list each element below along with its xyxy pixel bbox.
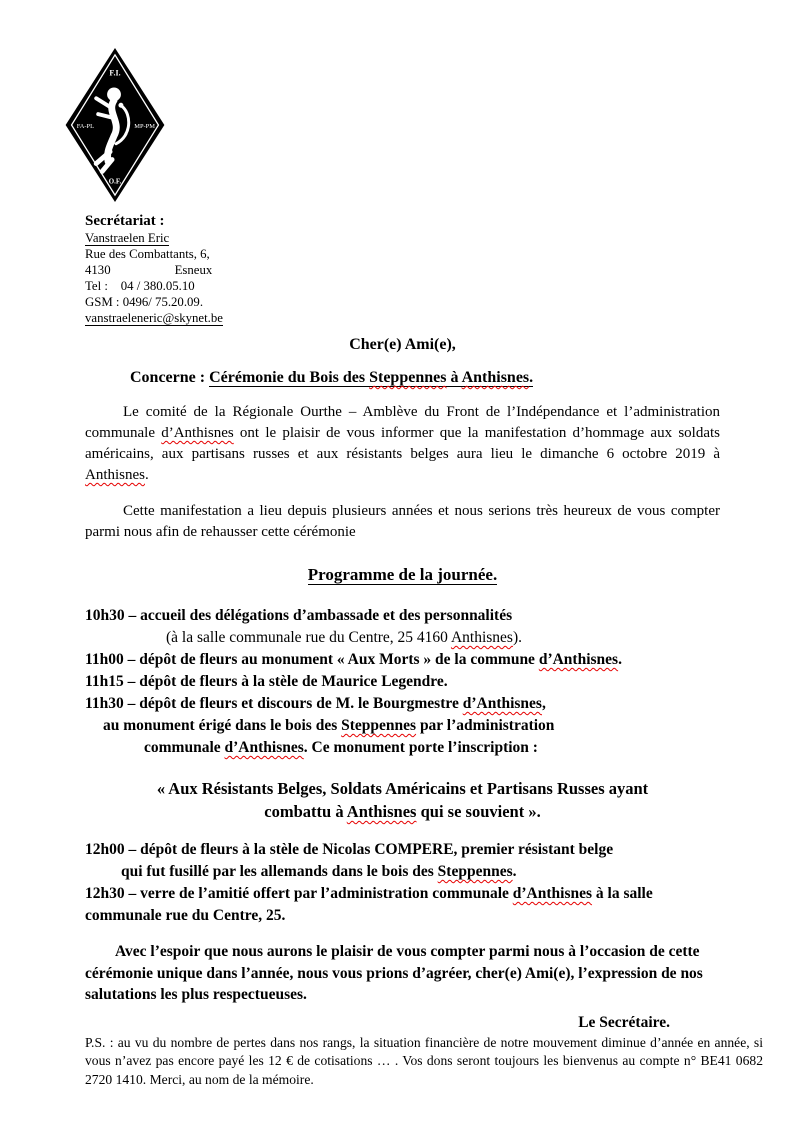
text-run: vanstraeleneric@skynet.be xyxy=(85,311,223,325)
text-run: Rue des Combattants, 6, xyxy=(85,247,210,261)
text-run: Steppennes xyxy=(369,369,447,386)
text-run: 4130 Esneux xyxy=(85,263,213,277)
secretariat-gsm xyxy=(85,294,720,310)
text-run: Anthisnes xyxy=(346,802,417,821)
program-line-1230 xyxy=(85,883,720,927)
subject-line xyxy=(85,369,720,387)
closing-paragraph xyxy=(85,941,720,1006)
monument-inscription-line2 xyxy=(85,800,720,823)
text-run: P.S. : au vu du nombre de pertes dans nos rangs, la situation financière de notre mouvement diminue d’année en année, si vous n’avez pas encore payé les 12 € de cotisations … . Vos dons seront toujours les bienvenus au compte n° BE41 0682 2720 1410. Merci, au nom de la mémoire. xyxy=(85,1034,763,1087)
text-run: Concerne : xyxy=(130,369,210,386)
text-run: 10h30 – accueil des délégations d’ambassade et des personnalités xyxy=(85,607,513,624)
text-run: combattu à xyxy=(264,802,347,821)
text-run: Avec l’espoir que nous aurons le plaisir de vous compter parmi nous à l’occasion de cette cérémonie unique dans l’année, nous vous prions d’agréer, cher(e) Ami(e), l’expression de nos salutations les plus respectueuses. xyxy=(85,943,703,1003)
text-run: « Aux Résistants Belges, Soldats Américains et Partisans Russes ayant xyxy=(156,779,649,798)
text-run: au monument érigé dans le bois des xyxy=(103,717,342,734)
text-run: 11h15 – dépôt de fleurs à la stèle de Maurice Legendre. xyxy=(85,673,448,690)
text-run: 12h00 – dépôt de fleurs à la stèle de Nicolas COMPERE, premier résistant belge xyxy=(85,841,614,858)
secretariat-street xyxy=(85,246,720,262)
text-run: ). xyxy=(512,629,522,646)
text-run: 12h30 – verre de l’amitié offert par l’administration communale xyxy=(85,885,513,902)
text-run: Cérémonie du Bois des xyxy=(209,369,370,386)
text-run: , xyxy=(541,695,546,712)
text-run: . xyxy=(512,863,517,880)
text-run: . xyxy=(529,369,534,386)
text-run: Anthisnes xyxy=(450,629,513,646)
signature xyxy=(85,1014,720,1032)
fi-logo xyxy=(0,0,803,209)
secretariat-name xyxy=(85,230,720,246)
secretariat-title xyxy=(85,213,720,230)
text-run: Secrétariat : xyxy=(85,213,165,229)
text-run: . xyxy=(618,651,622,668)
monument-inscription-line1 xyxy=(85,777,720,800)
text-run: . xyxy=(145,467,149,483)
postscript xyxy=(85,1034,763,1090)
program-line-1030 xyxy=(85,605,720,627)
text-run: Cher(e) Ami(e), xyxy=(349,336,456,353)
text-run: qui fut fusillé par les allemands dans le bois des xyxy=(121,863,438,880)
secretariat-tel xyxy=(85,278,720,294)
program-line-1130 xyxy=(85,693,720,715)
text-run: ont le plaisir de vous informer que la manifestation d’hommage aux soldats américains, aux partisans russes et aux résistants belges aura lieu le dimanche 6 octobre 2019 à xyxy=(85,425,720,462)
paragraph-note xyxy=(85,501,720,543)
text-run: communale xyxy=(144,739,225,756)
text-run: Steppennes xyxy=(437,863,513,880)
text-run: Cette manifestation a lieu depuis plusieurs années et nous serions très heureux de vous compter parmi nous afin de rehausser cette cérémonie xyxy=(85,503,720,540)
text-run: GSM : 0496/ 75.20.09. xyxy=(85,295,204,309)
text-run: Le Secrétaire. xyxy=(578,1013,670,1031)
document-body xyxy=(0,213,803,1089)
logo-letters-right: MP-PM xyxy=(134,122,155,130)
program-line-1115 xyxy=(85,671,720,693)
program-line-1130-cont2 xyxy=(85,737,720,759)
program-heading xyxy=(85,565,720,585)
secretariat-city xyxy=(85,262,720,278)
text-run: Tel : 04 / 380.05.10 xyxy=(85,279,195,293)
text-run: Steppennes xyxy=(341,717,417,734)
text-run: d’Anthisnes xyxy=(224,739,304,756)
program-line-1200-cont xyxy=(85,861,720,883)
secretariat-email xyxy=(85,310,720,326)
text-run: 11h30 – dépôt de fleurs et discours de M. le Bourgmestre xyxy=(85,695,463,712)
text-run: à la salle communale rue du Centre, 25. xyxy=(85,885,653,924)
text-run: d’Anthisnes xyxy=(538,651,619,668)
paragraph-intro xyxy=(85,402,720,486)
text-run: à xyxy=(446,369,462,386)
text-run: d’Anthisnes xyxy=(161,425,234,441)
program-line-1030-detail xyxy=(85,627,720,649)
text-run: 11h00 – dépôt de fleurs au monument « Aux Morts » de la commune xyxy=(85,651,539,668)
program-line-1130-cont1 xyxy=(85,715,720,737)
program-line-1100 xyxy=(85,649,720,671)
text-run: d’Anthisnes xyxy=(512,885,593,902)
text-run: Vanstraelen Eric xyxy=(85,231,170,245)
logo-letters-left: FA-PL xyxy=(76,122,95,130)
text-run: Anthisnes xyxy=(461,369,530,386)
fi-logo-diamond xyxy=(62,45,168,205)
text-run: par l’administration xyxy=(416,717,555,734)
text-run: Programme de la journée. xyxy=(307,565,498,584)
text-run: Anthisnes xyxy=(85,467,145,483)
text-run: . Ce monument porte l’inscription : xyxy=(303,739,538,756)
text-run: d’Anthisnes xyxy=(462,695,542,712)
text-run: Le comité de la Régionale Ourthe – Amblève du Front de l’Indépendance et l’administration communale xyxy=(85,404,720,441)
program-line-1200 xyxy=(85,839,720,861)
salutation xyxy=(85,336,720,354)
text-run: qui se souvient ». xyxy=(416,802,541,821)
logo-letters-top: F.I. xyxy=(109,68,121,78)
logo-letters-bottom: O.F. xyxy=(108,178,122,186)
text-run: (à la salle communale rue du Centre, 25 4160 xyxy=(166,629,451,646)
